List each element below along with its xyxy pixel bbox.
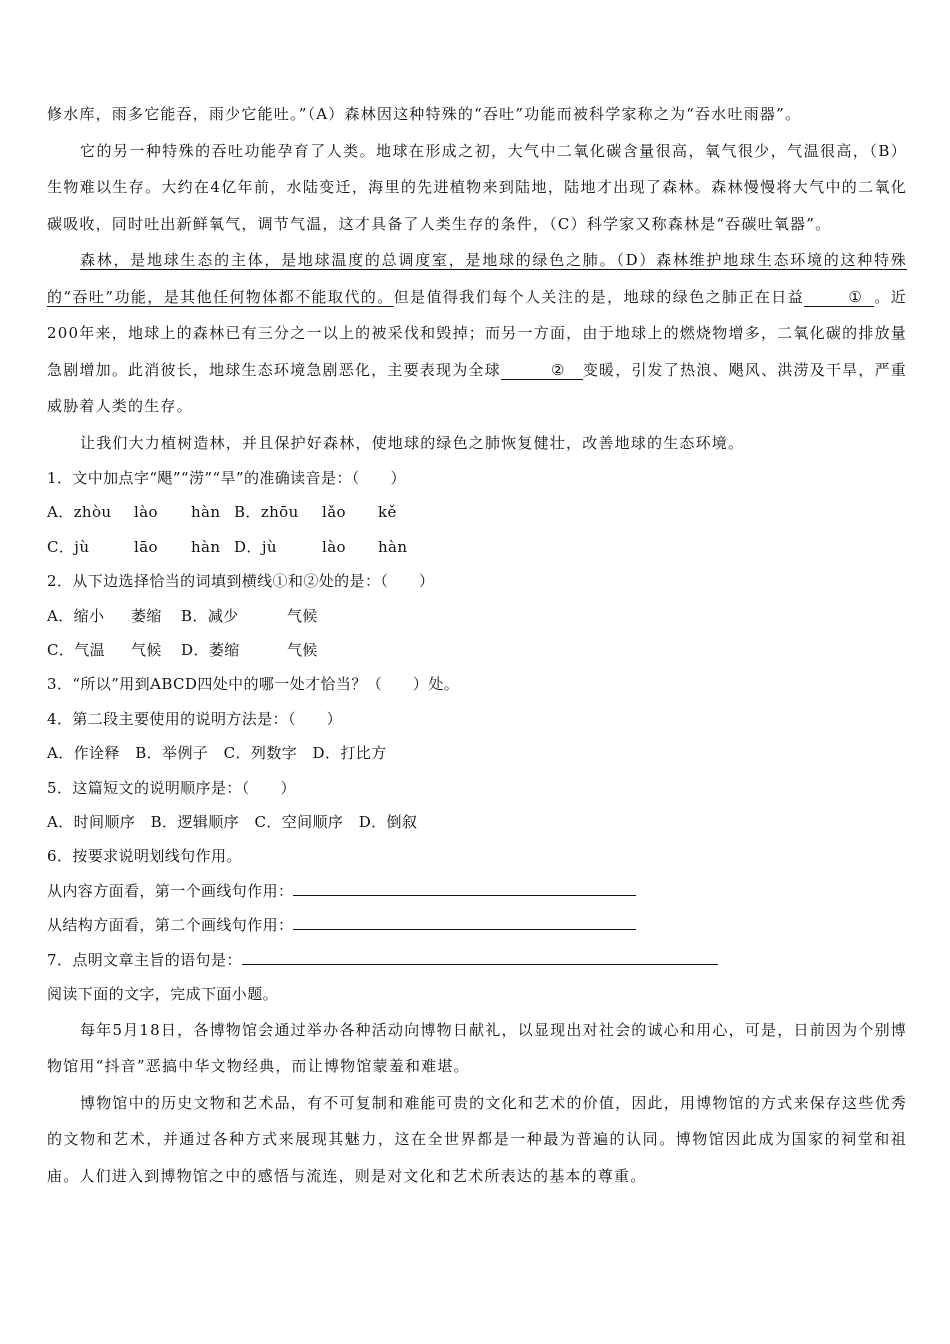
option-text: hàn [378, 537, 408, 556]
passage1-paragraph-3: 让我们大力植树造林，并且保护好森林，使地球的绿色之肺恢复健壮，改善地球的生态环境。 [80, 433, 745, 452]
blank-1: ① [804, 288, 874, 307]
answer-line[interactable] [242, 950, 718, 965]
paragraph-text: 。近200年来，地球上的森林已有三分之一以上的被采伐和毁掉；而另一方面，由于地球上的燃烧物增多，二氧化碳的排放量急剧增加。此消彼长，地球生态环境急剧恶化，主要表现为全球 [47, 287, 907, 379]
passage2-paragraph-1: 每年5月18日，各博物馆会通过举办各种活动向博物日献礼，以显现出对社会的诚心和用心，可是，日前因为个别博物馆用“抖音”恶搞中华文物经典，而让博物馆蒙羞和难堪。 [47, 1020, 907, 1075]
option-text: B．减少 [181, 606, 239, 625]
question-5: 5．这篇短文的说明顺序是：（ ） [47, 778, 296, 797]
option-text: D．萎缩 [181, 641, 240, 660]
paragraph-text: 但是值得我们每个人关注的是，地球的绿色之肺正在日益 [393, 287, 805, 306]
passage2-paragraph-2: 博物馆中的历史文物和艺术品，有不可复制和难能可贵的文化和艺术的价值，因此，用博物馆的方式来保存这些优秀的文物和艺术，并通过各种方式来展现其魅力，这在全世界都是一种最为普遍的认同。博物馆因此成为国家的祠堂和祖庙。人们进入到博物馆之中的感悟与流连，则是对文化和艺术所表达的基本的尊重。 [47, 1093, 907, 1185]
option-text: B．zhōu [234, 503, 299, 522]
question-1: 1．文中加点字“飓”“涝”“旱”的准确读音是：（ ） [47, 469, 406, 487]
option-text: lǎo [322, 503, 346, 522]
option-text: 气候 [131, 641, 162, 660]
question-6-structure [47, 908, 907, 942]
option-text: 萎缩 [131, 606, 162, 625]
question-6: 6．按要求说明划线句作用。 [47, 847, 242, 866]
question-5-options: A．时间顺序 B．逻辑顺序 C．空间顺序 D．倒叙 [47, 813, 418, 832]
question-2-options-cd [47, 633, 907, 667]
question-6-content [47, 874, 907, 908]
document-page [47, 96, 907, 1194]
option-text: A．缩小 [47, 606, 105, 625]
option-text: lāo [134, 537, 158, 556]
blank-2: ② [501, 361, 583, 380]
option-text: 气候 [287, 606, 318, 625]
option-text: C．jù [47, 537, 90, 556]
passage1-paragraph-1: 它的另一种特殊的吞吐功能孕育了人类。地球在形成之初，大气中二氧化碳含量很高，氧气很少，气温很高，（B）生物难以生存。大约在4亿年前，水陆变迁，海里的先进植物来到陆地，陆地才出现了森林。森林慢慢将大气中的二氧化碳吸收，同时吐出新鲜氧气，调节气温，这才具备了人类生存的条件，（C）科学家又称森林是“吞碳吐氧器”。 [47, 141, 907, 233]
question-7 [47, 943, 907, 977]
question-1-options-ab [47, 495, 907, 529]
question-3: 3．“所以”用到ABCD四处中的哪一处才恰当？（ ）处。 [47, 675, 460, 694]
paragraph-text: 变暖，引发了热浪、飓风、洪涝及干旱，严重威胁着人类的生存。 [47, 360, 907, 415]
option-text: kě [378, 503, 397, 522]
passage1-paragraph-0: 修水库，雨多它能吞，雨少它能吐。”（A）森林因这种特殊的“吞吐”功能而被科学家称之为“吞水吐雨器”。 [47, 105, 802, 123]
answer-line[interactable] [293, 915, 636, 930]
underlined-sentence-1: 森林，是地球生态的主体，是地球温度的总调度室，是地球的绿色之肺。 [80, 251, 617, 269]
answer-line[interactable] [293, 881, 636, 896]
option-text: A．zhòu [47, 503, 112, 522]
reading-instruction: 阅读下面的文字，完成下面小题。 [47, 985, 279, 1004]
option-text: D．jù [234, 537, 277, 556]
question-2-options-ab [47, 599, 907, 633]
question-1-options-cd [47, 530, 907, 564]
underlined-sentence-2: （D）森林维护地球生态环境的这种特殊的“吞吐”功能，是其他任何物体都不能取代的。 [47, 251, 907, 306]
option-text: hàn [191, 503, 221, 522]
option-text: hàn [191, 537, 221, 556]
option-text: C．气温 [47, 641, 106, 660]
option-text: lào [134, 503, 158, 522]
question-7-label: 7．点明文章主旨的语句是： [47, 950, 242, 969]
question-2: 2．从下边选择恰当的词填到横线①和②处的是：（ ） [47, 572, 435, 591]
question-4-options: A．作诠释 B．举例子 C．列数字 D．打比方 [47, 744, 387, 763]
option-text: lào [322, 537, 346, 556]
option-text: 气候 [287, 641, 318, 660]
question-6-structure-label: 从结构方面看，第二个画线句作用： [47, 916, 294, 935]
question-4: 4．第二段主要使用的说明方法是：（ ） [47, 709, 343, 728]
passage1-paragraph-2 [47, 242, 907, 425]
question-6-content-label: 从内容方面看，第一个画线句作用： [47, 881, 294, 900]
